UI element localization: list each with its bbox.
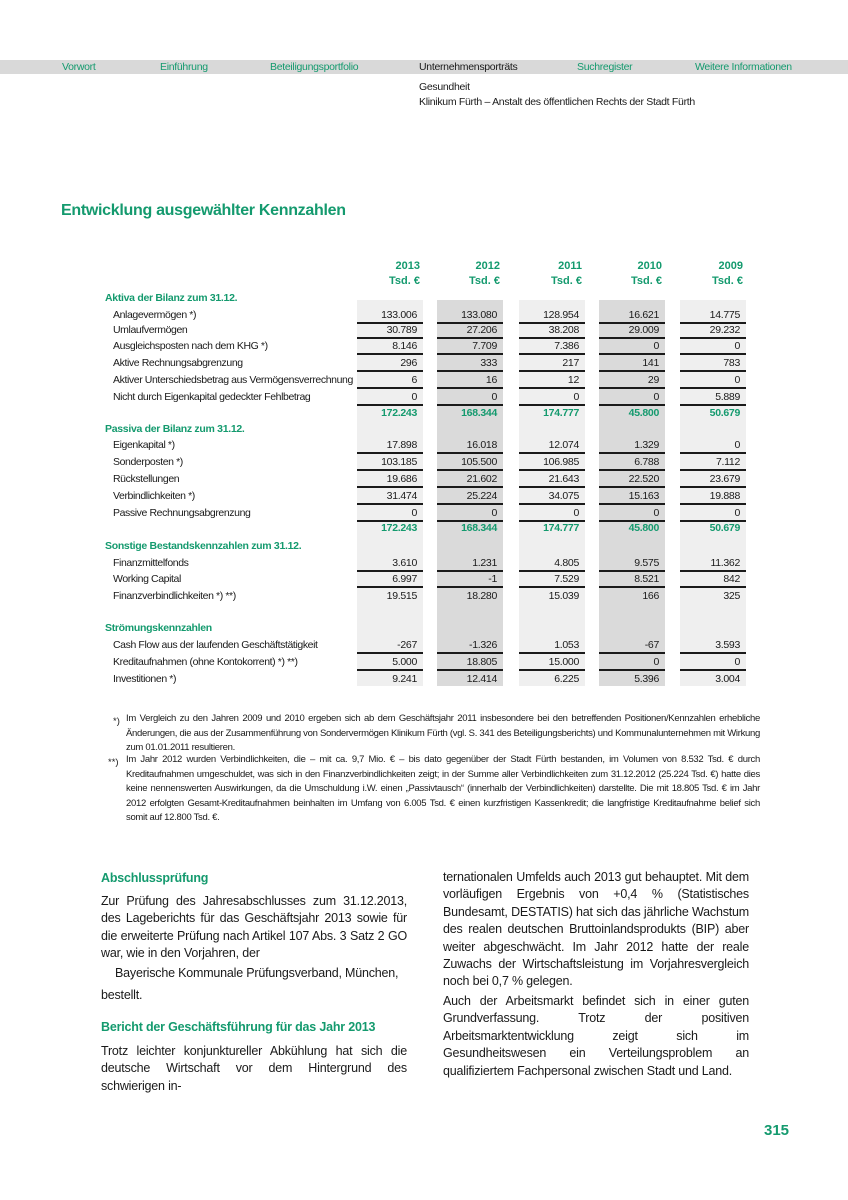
table-cell: 0 (411, 391, 417, 403)
nav-item-beteiligungsportfolio[interactable]: Beteiligungsportfolio (270, 61, 359, 73)
year-header: 2012 (475, 260, 500, 272)
row-underline (680, 469, 746, 471)
unit-header: Tsd. € (389, 275, 420, 287)
row-underline (519, 570, 585, 572)
table-cell: 0 (573, 391, 579, 403)
heading-bericht-geschaeftsfuehrung: Bericht der Geschäftsführung für das Jahr 2013 (101, 1020, 376, 1034)
row-underline (680, 570, 746, 572)
table-cell: -1 (488, 573, 497, 585)
table-cell: 103.185 (381, 456, 417, 468)
row-label: Verbindlichkeiten *) (113, 490, 195, 502)
breadcrumb-company: Klinikum Fürth – Anstalt des öffentlichen Rechts der Stadt Fürth (419, 96, 695, 108)
table-cell: 1.053 (554, 639, 579, 651)
year-header: 2013 (395, 260, 420, 272)
row-underline (680, 652, 746, 654)
total-cell: 174.777 (543, 522, 579, 534)
row-underline (680, 337, 746, 339)
row-underline (599, 586, 665, 588)
row-label: Aktiver Unterschiedsbetrag aus Vermögensverrechnung (113, 374, 353, 386)
row-underline (437, 486, 503, 488)
nav-item-weitere-informationen[interactable]: Weitere Informationen (695, 61, 792, 73)
table-cell: 7.386 (554, 340, 579, 352)
row-label: Nicht durch Eigenkapital gedeckter Fehlbetrag (113, 391, 311, 403)
row-label: Ausgleichsposten nach dem KHG *) (113, 340, 268, 352)
table-cell: 128.954 (543, 309, 579, 321)
row-underline (680, 586, 746, 588)
row-underline (599, 337, 665, 339)
row-label: Investitionen *) (113, 673, 177, 685)
row-underline (680, 404, 746, 406)
footnote-1: Im Vergleich zu den Jahren 2009 und 2010 ergeben sich ab dem Geschäftsjahr 2011 insbesondere bei den betreffenden Positionen/Kennzahlen erhebliche Änderungen, die aus der Zusammenführung von Sondervermögen Klinikum Fürth (vgl. S. 341 des Beteiligungsberichts) und Kommunalunternehmen mit Wirkung zum 01.01.2011 resultieren. (126, 713, 760, 754)
table-cell: 5.396 (634, 673, 659, 685)
table-cell: 141 (642, 357, 659, 369)
table-cell: 9.241 (392, 673, 417, 685)
table-cell: -267 (397, 639, 417, 651)
table-cell: 0 (573, 507, 579, 519)
table-cell: 7.709 (472, 340, 497, 352)
table-cell: 12.414 (466, 673, 497, 685)
footnote-2-mark: **) (108, 757, 119, 768)
section-title: Passiva der Bilanz zum 31.12. (105, 423, 245, 435)
table-cell: 8.146 (392, 340, 417, 352)
row-label: Kreditaufnahmen (ohne Kontokorrent) *) **) (113, 656, 298, 668)
paragraph-bericht-start: Trotz leichter konjunktureller Abkühlung hat sich die deutsche Wirtschaft vor dem Hintergrund des schwierigen in- (101, 1044, 407, 1093)
unit-header: Tsd. € (551, 275, 582, 287)
table-cell: 166 (642, 590, 659, 602)
table-cell: 0 (653, 656, 659, 668)
breadcrumb-category: Gesundheit (419, 81, 470, 93)
row-underline (680, 669, 746, 671)
table-cell: 105.500 (461, 456, 497, 468)
row-underline (437, 586, 503, 588)
row-underline (680, 486, 746, 488)
year-header: 2011 (558, 260, 582, 272)
table-cell: 15.039 (548, 590, 579, 602)
table-cell: 0 (653, 340, 659, 352)
year-header: 2009 (718, 260, 743, 272)
total-cell: 174.777 (543, 407, 579, 419)
table-cell: 34.075 (548, 490, 579, 502)
row-label: Anlagevermögen *) (113, 309, 197, 321)
row-underline (680, 370, 746, 372)
row-label: Finanzverbindlichkeiten *) **) (113, 590, 236, 602)
table-cell: 21.602 (466, 473, 497, 485)
row-underline (357, 669, 423, 671)
row-underline (519, 370, 585, 372)
table-cell: 29.009 (628, 324, 659, 336)
row-underline (357, 370, 423, 372)
row-underline (599, 387, 665, 389)
row-underline (519, 669, 585, 671)
table-cell: 15.000 (548, 656, 579, 668)
table-cell: 0 (734, 507, 740, 519)
table-cell: 14.775 (709, 309, 740, 321)
unit-header: Tsd. € (631, 275, 662, 287)
row-underline (357, 652, 423, 654)
table-cell: 0 (734, 656, 740, 668)
row-underline (599, 652, 665, 654)
table-cell: 6.225 (554, 673, 579, 685)
table-cell: 5.889 (715, 391, 740, 403)
section-title: Strömungskennzahlen (105, 622, 212, 634)
row-underline (519, 469, 585, 471)
footnote-1-mark: *) (113, 716, 120, 727)
row-underline (437, 503, 503, 505)
table-cell: 25.224 (466, 490, 497, 502)
table-cell: 0 (734, 439, 740, 451)
row-underline (599, 669, 665, 671)
table-cell: 0 (734, 374, 740, 386)
row-underline (519, 586, 585, 588)
row-underline (519, 404, 585, 406)
page-title: Entwicklung ausgewählter Kennzahlen (61, 202, 346, 219)
table-cell: 0 (653, 507, 659, 519)
paragraph-abschlusspruefung: Zur Prüfung des Jahresabschlusses zum 31.12.2013, des Lageberichts für das Geschäftsjahr 2013 sowie für die erweiterte Prüfung nach Artikel 107 Abs. 3 Satz 2 GO war, wie in den Vorjahren, der (101, 894, 407, 961)
row-underline (680, 353, 746, 355)
table-cell: 30.789 (386, 324, 417, 336)
table-cell: 0 (734, 340, 740, 352)
row-underline (357, 486, 423, 488)
table-cell: 0 (491, 391, 497, 403)
row-underline (680, 387, 746, 389)
table-cell: 3.004 (715, 673, 740, 685)
row-label: Passive Rechnungsabgrenzung (113, 507, 251, 519)
row-underline (437, 452, 503, 454)
row-underline (437, 570, 503, 572)
row-underline (437, 652, 503, 654)
table-cell: 1.329 (634, 439, 659, 451)
total-cell: 45.800 (628, 407, 659, 419)
table-cell: 333 (480, 357, 497, 369)
row-underline (519, 353, 585, 355)
top-navigation-bar (0, 60, 848, 74)
row-underline (599, 469, 665, 471)
table-cell: 22.520 (628, 473, 659, 485)
row-underline (357, 337, 423, 339)
row-underline (357, 586, 423, 588)
table-cell: 133.080 (461, 309, 497, 321)
table-cell: -1.326 (469, 639, 497, 651)
row-label: Eigenkapital *) (113, 439, 175, 451)
paragraph-pruefungsverband: Bayerische Kommunale Prüfungsverband, München, (115, 966, 399, 980)
table-cell: 17.898 (386, 439, 417, 451)
row-underline (599, 353, 665, 355)
table-cell: 3.593 (715, 639, 740, 651)
row-underline (519, 387, 585, 389)
table-cell: 842 (723, 573, 740, 585)
nav-item-unternehmensportraets[interactable]: Unternehmensporträts (419, 61, 518, 73)
table-cell: 16 (485, 374, 497, 386)
row-underline (437, 370, 503, 372)
unit-header: Tsd. € (469, 275, 500, 287)
row-underline (599, 370, 665, 372)
section-title: Sonstige Bestandskennzahlen zum 31.12. (105, 540, 302, 552)
table-cell: 21.643 (548, 473, 579, 485)
row-underline (599, 570, 665, 572)
row-underline (519, 652, 585, 654)
table-cell: 19.515 (386, 590, 417, 602)
table-cell: 16.621 (628, 309, 659, 321)
row-underline (357, 452, 423, 454)
table-cell: 1.231 (472, 557, 497, 569)
table-cell: 19.888 (709, 490, 740, 502)
row-underline (599, 404, 665, 406)
row-underline (519, 452, 585, 454)
table-cell: 19.686 (386, 473, 417, 485)
total-cell: 50.679 (709, 407, 740, 419)
row-underline (437, 337, 503, 339)
row-underline (519, 486, 585, 488)
row-underline (357, 570, 423, 572)
row-underline (357, 387, 423, 389)
row-label: Umlaufvermögen (113, 324, 188, 336)
row-underline (680, 503, 746, 505)
row-label: Sonderposten *) (113, 456, 183, 468)
table-cell: 3.610 (392, 557, 417, 569)
total-cell: 172.243 (381, 522, 417, 534)
table-cell: 0 (653, 391, 659, 403)
table-cell: 106.985 (543, 456, 579, 468)
table-cell: 783 (723, 357, 740, 369)
row-label: Cash Flow aus der laufenden Geschäftstätigkeit (113, 639, 318, 651)
paragraph-bestellt: bestellt. (101, 988, 143, 1002)
table-cell: 12.074 (548, 439, 579, 451)
table-cell: 9.575 (634, 557, 659, 569)
section-title: Aktiva der Bilanz zum 31.12. (105, 292, 238, 304)
nav-item-einfuehrung[interactable]: Einführung (160, 61, 208, 73)
row-underline (437, 353, 503, 355)
row-underline (437, 387, 503, 389)
row-underline (519, 503, 585, 505)
page-number: 315 (764, 1122, 790, 1139)
row-underline (599, 486, 665, 488)
table-cell: 8.521 (634, 573, 659, 585)
row-underline (599, 452, 665, 454)
row-underline (437, 669, 503, 671)
row-underline (437, 404, 503, 406)
unit-header: Tsd. € (712, 275, 743, 287)
row-label: Working Capital (113, 573, 181, 585)
total-cell: 50.679 (709, 522, 740, 534)
table-cell: 217 (562, 357, 579, 369)
nav-item-vorwort[interactable]: Vorwort (62, 61, 96, 73)
table-cell: 7.529 (554, 573, 579, 585)
row-underline (357, 469, 423, 471)
table-cell: 0 (491, 507, 497, 519)
heading-abschlusspruefung: Abschlussprüfung (101, 871, 209, 885)
table-cell: -67 (644, 639, 659, 651)
total-cell: 168.344 (461, 522, 497, 534)
table-cell: 29 (647, 374, 659, 386)
row-label: Rückstellungen (113, 473, 180, 485)
table-cell: 7.112 (716, 456, 740, 468)
table-cell: 15.163 (628, 490, 659, 502)
table-cell: 38.208 (548, 324, 579, 336)
table-cell: 6 (411, 374, 417, 386)
row-label: Aktive Rechnungsabgrenzung (113, 357, 243, 369)
total-cell: 168.344 (461, 407, 497, 419)
table-cell: 6.997 (392, 573, 417, 585)
table-cell: 0 (411, 507, 417, 519)
table-cell: 27.206 (466, 324, 497, 336)
row-underline (357, 353, 423, 355)
total-cell: 45.800 (628, 522, 659, 534)
total-cell: 172.243 (381, 407, 417, 419)
footnote-2: Im Jahr 2012 wurden Verbindlichkeiten, die – mit ca. 9,7 Mio. € – bis dato gegenüber der Stadt Fürth bestanden, im Volumen von 8.532 Tsd. € durch Kreditaufnahmen umgeschuldet, was sich in den Finanzverbindlichkeiten zeigt; in der Summe aller Verbindlichkeiten zum 31.12.2012 (25.224 Tsd. €) hatte dies keine nennenswerten Auswirkungen, da die Umschuldung i.W. einen „Passivtausch“ (innerhalb der Verbindlichkeiten) darstellte. Die mit 18.805 Tsd. € im Jahr 2012 erfolgten Gesamt-Kreditaufnahmen beinhalten im Umfang von 6.005 Tsd. € einen kurzfristigen Kassenkredit; die langfristige Kreditaufnahme belief sich somit auf 12.800 Tsd. €. (126, 754, 760, 824)
year-header: 2010 (637, 260, 662, 272)
table-cell: 11.362 (710, 557, 740, 569)
row-underline (519, 337, 585, 339)
table-cell: 12 (567, 374, 579, 386)
table-cell: 23.679 (709, 473, 740, 485)
table-cell: 18.805 (466, 656, 497, 668)
paragraph-arbeitsmarkt: Auch der Arbeitsmarkt befindet sich in einer guten Grundverfassung. Trotz der positiven Arbeitsmarktentwicklung zeigt sich im Gesundheitswesen ein Verteilungsproblem an qualifiziertem Fachpersonal zwischen Stadt und Land. (443, 994, 749, 1078)
nav-item-suchregister[interactable]: Suchregister (577, 61, 633, 73)
row-underline (599, 503, 665, 505)
table-cell: 31.474 (386, 490, 417, 502)
table-cell: 6.788 (634, 456, 659, 468)
table-cell: 18.280 (466, 590, 497, 602)
table-cell: 325 (723, 590, 740, 602)
row-underline (357, 404, 423, 406)
row-label: Finanzmittelfonds (113, 557, 189, 569)
row-underline (680, 452, 746, 454)
table-cell: 133.006 (381, 309, 417, 321)
table-cell: 5.000 (392, 656, 417, 668)
row-underline (437, 469, 503, 471)
table-cell: 29.232 (709, 324, 740, 336)
table-cell: 296 (400, 357, 417, 369)
table-cell: 16.018 (466, 439, 497, 451)
paragraph-bericht-continued: ternationalen Umfelds auch 2013 gut behauptet. Mit dem vorläufigen Ergebnis von +0,4 % (Statistisches Bundesamt, DESTATIS) hat sich das jährliche Wachstum des realen deutschen Bruttoinlandsprodukts (BIP) aber weiter abgeschwächt. Im Jahr 2012 hatte der reale Zuwachs der Wirtschaftsleistung im Vorjahresvergleich noch bei 0,7 % gelegen. (443, 870, 749, 989)
row-underline (357, 503, 423, 505)
table-cell: 4.805 (554, 557, 579, 569)
